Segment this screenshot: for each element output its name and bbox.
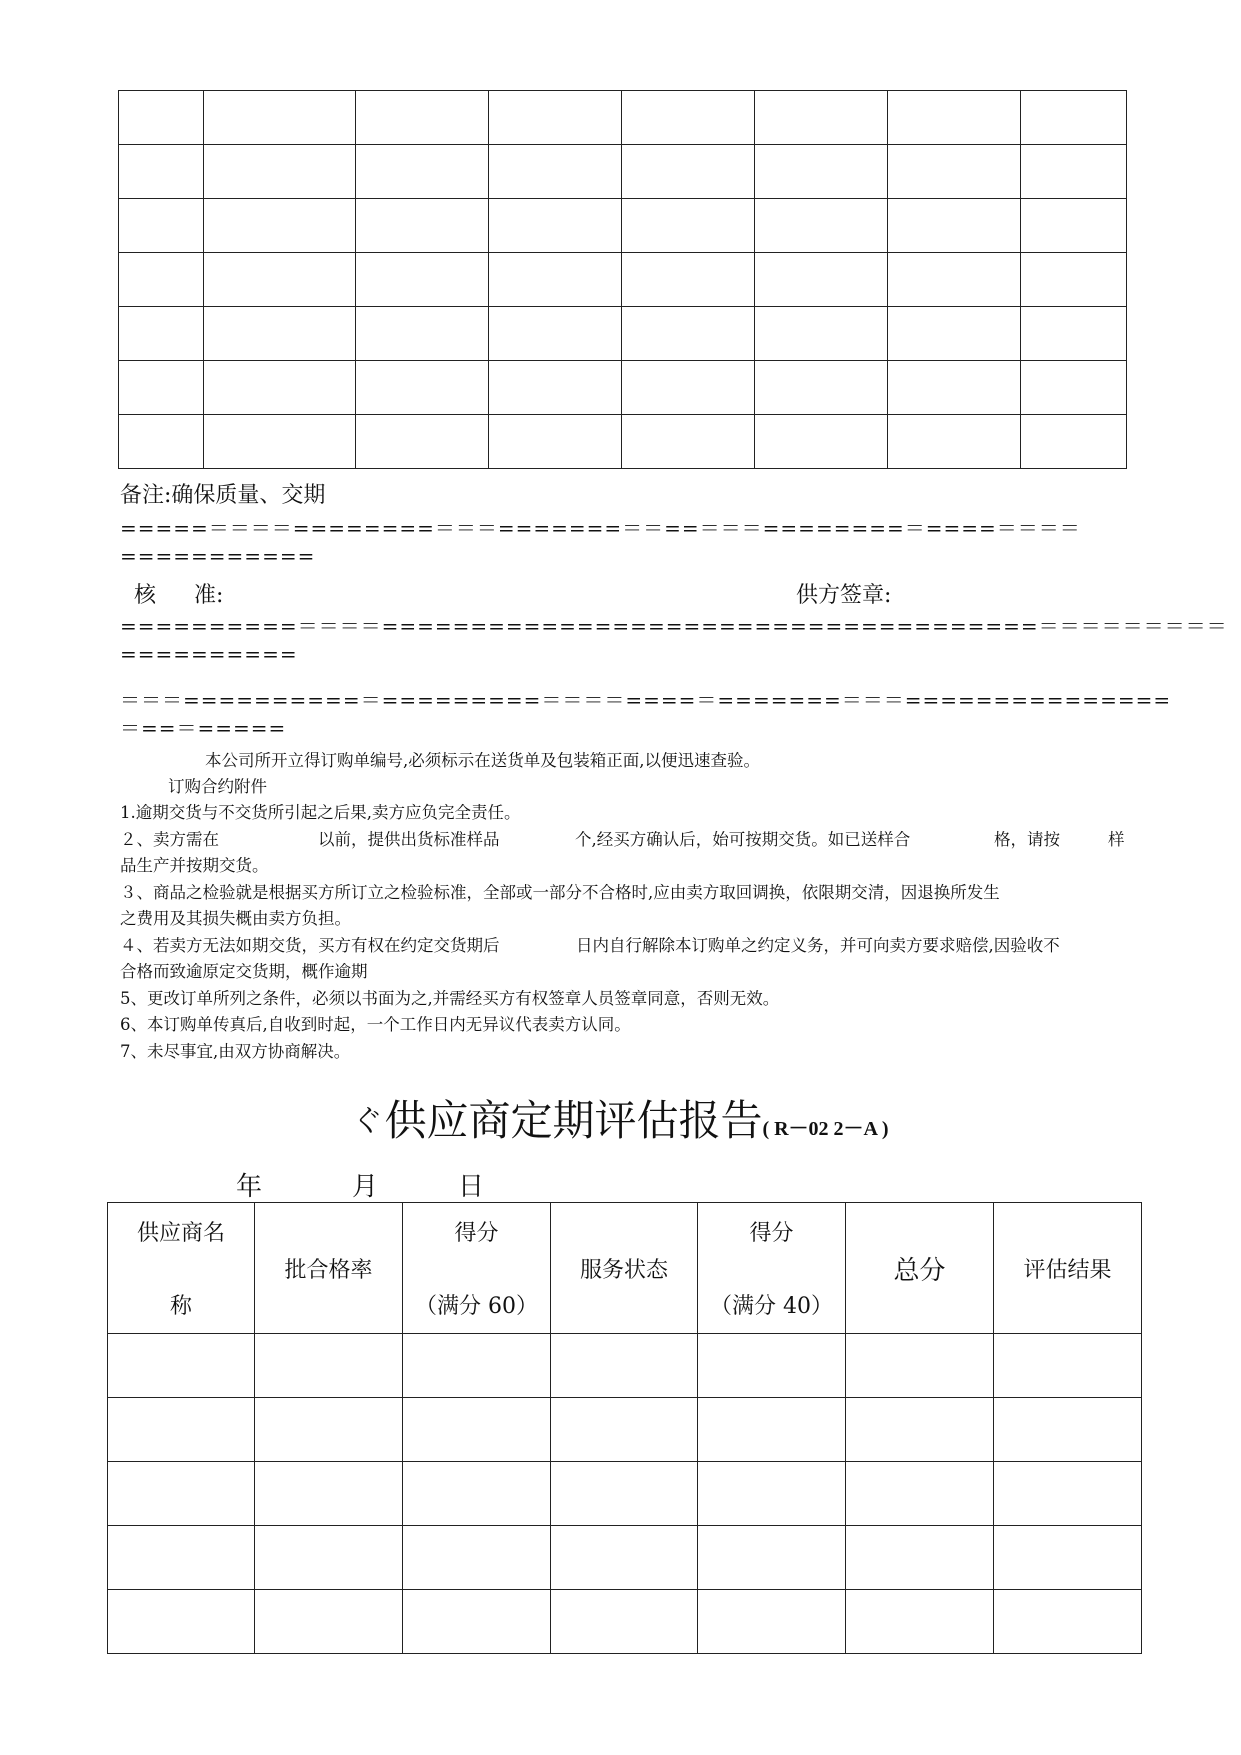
term-3: ３、商品之检验就是根据买方所订立之检验标准，全部或一部分不合格时,应由卖方取回调换，依限期交清，因退换所发生	[120, 883, 1000, 902]
table-cell	[204, 91, 356, 145]
table-cell	[255, 1398, 403, 1462]
table-cell	[622, 145, 755, 199]
table-cell	[698, 1334, 846, 1398]
table-row	[119, 307, 1127, 361]
table-cell	[698, 1590, 846, 1654]
table-cell	[1021, 145, 1127, 199]
table-cell	[755, 415, 888, 469]
term-6: 6、本订购单传真后,自收到时起，一个工作日内无异议代表卖方认同。	[120, 1015, 631, 1034]
table-cell	[755, 145, 888, 199]
table-cell	[119, 307, 204, 361]
table-cell	[994, 1398, 1142, 1462]
header-total: 总分	[846, 1203, 994, 1334]
table-cell	[356, 307, 489, 361]
table-cell	[994, 1334, 1142, 1398]
table-cell	[489, 307, 622, 361]
table-cell	[356, 361, 489, 415]
table-cell	[755, 253, 888, 307]
term-2-cont: 品生产并按期交货。	[120, 856, 269, 875]
table-cell	[255, 1526, 403, 1590]
table-cell	[994, 1590, 1142, 1654]
table-cell	[119, 199, 204, 253]
term-1: 1.逾期交货与不交货所引起之后果,卖方应负完全责任。	[120, 803, 521, 822]
table-row	[119, 91, 1127, 145]
table-cell	[888, 253, 1021, 307]
table-row	[108, 1590, 1142, 1654]
separator-line: ===========	[120, 544, 316, 568]
term-3-cont: 之费用及其损失概由卖方负担。	[120, 909, 351, 928]
table-cell	[551, 1334, 698, 1398]
table-cell	[489, 253, 622, 307]
table-cell	[755, 199, 888, 253]
header-supplier: 供应商名 称	[108, 1203, 255, 1334]
table-cell	[846, 1398, 994, 1462]
table-cell	[888, 145, 1021, 199]
term-4: ４、若卖方无法如期交货，买方有权在约定交货期后 日内自行解除本订购单之约定义务，并可向卖方要求赔偿,因验收不	[120, 936, 1060, 955]
term-4-cont: 合格而致逾原定交货期，概作逾期	[120, 962, 368, 981]
table-cell	[888, 361, 1021, 415]
table-cell	[622, 91, 755, 145]
form-code: ( R－02 2－A )	[762, 1118, 889, 1140]
table-cell	[108, 1590, 255, 1654]
table-cell	[622, 199, 755, 253]
table-cell	[1021, 415, 1127, 469]
table-cell	[755, 361, 888, 415]
term-5: 5、更改订单所列之条件，必须以书面为之,并需经买方有权签章人员签章同意，否则无效。	[120, 989, 780, 1008]
table-cell	[846, 1590, 994, 1654]
table-cell	[204, 253, 356, 307]
table-row	[108, 1398, 1142, 1462]
table-cell	[119, 91, 204, 145]
table-cell	[403, 1334, 551, 1398]
title-mark: ぐ	[352, 1104, 383, 1139]
table-cell	[204, 199, 356, 253]
table-cell	[403, 1526, 551, 1590]
table-cell	[698, 1398, 846, 1462]
notice-text: 本公司所开立得订购单编号,必须标示在送货单及包装箱正面,以便迅速查验。	[205, 751, 760, 770]
table-row	[119, 415, 1127, 469]
header-service: 服务状态	[551, 1203, 698, 1334]
table-cell	[356, 415, 489, 469]
term-2: ２、卖方需在 以前，提供出货标准样品 个,经买方确认后，始可按期交货。如已送样合 格，请按 样	[120, 830, 1125, 849]
table-cell	[551, 1526, 698, 1590]
table-cell	[846, 1334, 994, 1398]
approve-label: 核 准:	[134, 583, 224, 608]
table-cell	[108, 1526, 255, 1590]
table-cell	[698, 1526, 846, 1590]
table-cell	[888, 307, 1021, 361]
table-cell	[1021, 199, 1127, 253]
table-row	[108, 1334, 1142, 1398]
table-row	[108, 1526, 1142, 1590]
table-cell	[108, 1462, 255, 1526]
table-cell	[1021, 253, 1127, 307]
table-cell	[119, 253, 204, 307]
table-cell	[698, 1462, 846, 1526]
table-row	[119, 253, 1127, 307]
table-cell	[356, 91, 489, 145]
table-cell	[403, 1462, 551, 1526]
table-cell	[204, 415, 356, 469]
separator-line: ==========	[120, 642, 298, 666]
table-row	[108, 1462, 1142, 1526]
table-cell	[204, 361, 356, 415]
table-cell	[1021, 361, 1127, 415]
table-cell	[551, 1462, 698, 1526]
date-month: 月	[352, 1172, 379, 1202]
separator-line: ＝＝＝==========＝=========＝＝＝＝====＝=======＝＝＝===============	[120, 688, 1172, 712]
header-score-40: 得分 （满分 40）	[698, 1203, 846, 1334]
table-cell	[1021, 307, 1127, 361]
table-cell	[119, 361, 204, 415]
table-cell	[755, 307, 888, 361]
table-row	[119, 199, 1127, 253]
table-cell	[119, 415, 204, 469]
table-cell	[1021, 91, 1127, 145]
table-cell	[888, 91, 1021, 145]
table-cell	[403, 1398, 551, 1462]
table-cell	[622, 307, 755, 361]
table-cell	[119, 145, 204, 199]
title-main: 供应商定期评估报告	[384, 1096, 763, 1145]
table-cell	[846, 1526, 994, 1590]
header-pass-rate: 批合格率	[255, 1203, 403, 1334]
table-row	[119, 145, 1127, 199]
table-cell	[994, 1462, 1142, 1526]
date-year: 年	[236, 1172, 263, 1202]
table-cell	[622, 253, 755, 307]
table-cell	[489, 199, 622, 253]
table-cell	[755, 91, 888, 145]
table-row	[119, 361, 1127, 415]
header-row	[108, 1203, 1142, 1334]
table-cell	[255, 1590, 403, 1654]
evaluation-table	[107, 1202, 1142, 1654]
report-title	[0, 1088, 1241, 1148]
separator-line: =====＝＝＝＝========＝＝＝=======＝＝==＝＝＝========＝====＝＝＝＝	[120, 516, 1081, 540]
table-cell	[255, 1462, 403, 1526]
table-cell	[356, 253, 489, 307]
date-day: 日	[458, 1172, 485, 1202]
term-7: 7、未尽事宜,由双方协商解决。	[120, 1042, 351, 1061]
header-score-60: 得分 （满分 60）	[403, 1203, 551, 1334]
table-cell	[403, 1590, 551, 1654]
header-result: 评估结果	[994, 1203, 1142, 1334]
separator-line: ==========＝＝＝＝=====================================＝＝＝＝＝＝＝＝＝	[120, 614, 1228, 638]
separator-line: ＝==＝=====	[120, 716, 287, 740]
table-cell	[622, 361, 755, 415]
order-items-table	[118, 90, 1127, 469]
table-cell	[108, 1334, 255, 1398]
table-cell	[255, 1334, 403, 1398]
attachment-title: 订购合约附件	[168, 777, 267, 796]
table-cell	[489, 145, 622, 199]
table-cell	[204, 307, 356, 361]
remark-text: 备注:确保质量、交期	[120, 483, 326, 508]
table-cell	[551, 1590, 698, 1654]
table-cell	[888, 415, 1021, 469]
table-cell	[994, 1526, 1142, 1590]
table-cell	[846, 1462, 994, 1526]
table-cell	[489, 415, 622, 469]
table-cell	[622, 415, 755, 469]
supplier-seal-label: 供方签章:	[796, 583, 892, 608]
table-cell	[356, 199, 489, 253]
table-cell	[356, 145, 489, 199]
table-cell	[888, 199, 1021, 253]
table-cell	[204, 145, 356, 199]
table-cell	[551, 1398, 698, 1462]
table-cell	[489, 91, 622, 145]
table-cell	[108, 1398, 255, 1462]
table-cell	[489, 361, 622, 415]
